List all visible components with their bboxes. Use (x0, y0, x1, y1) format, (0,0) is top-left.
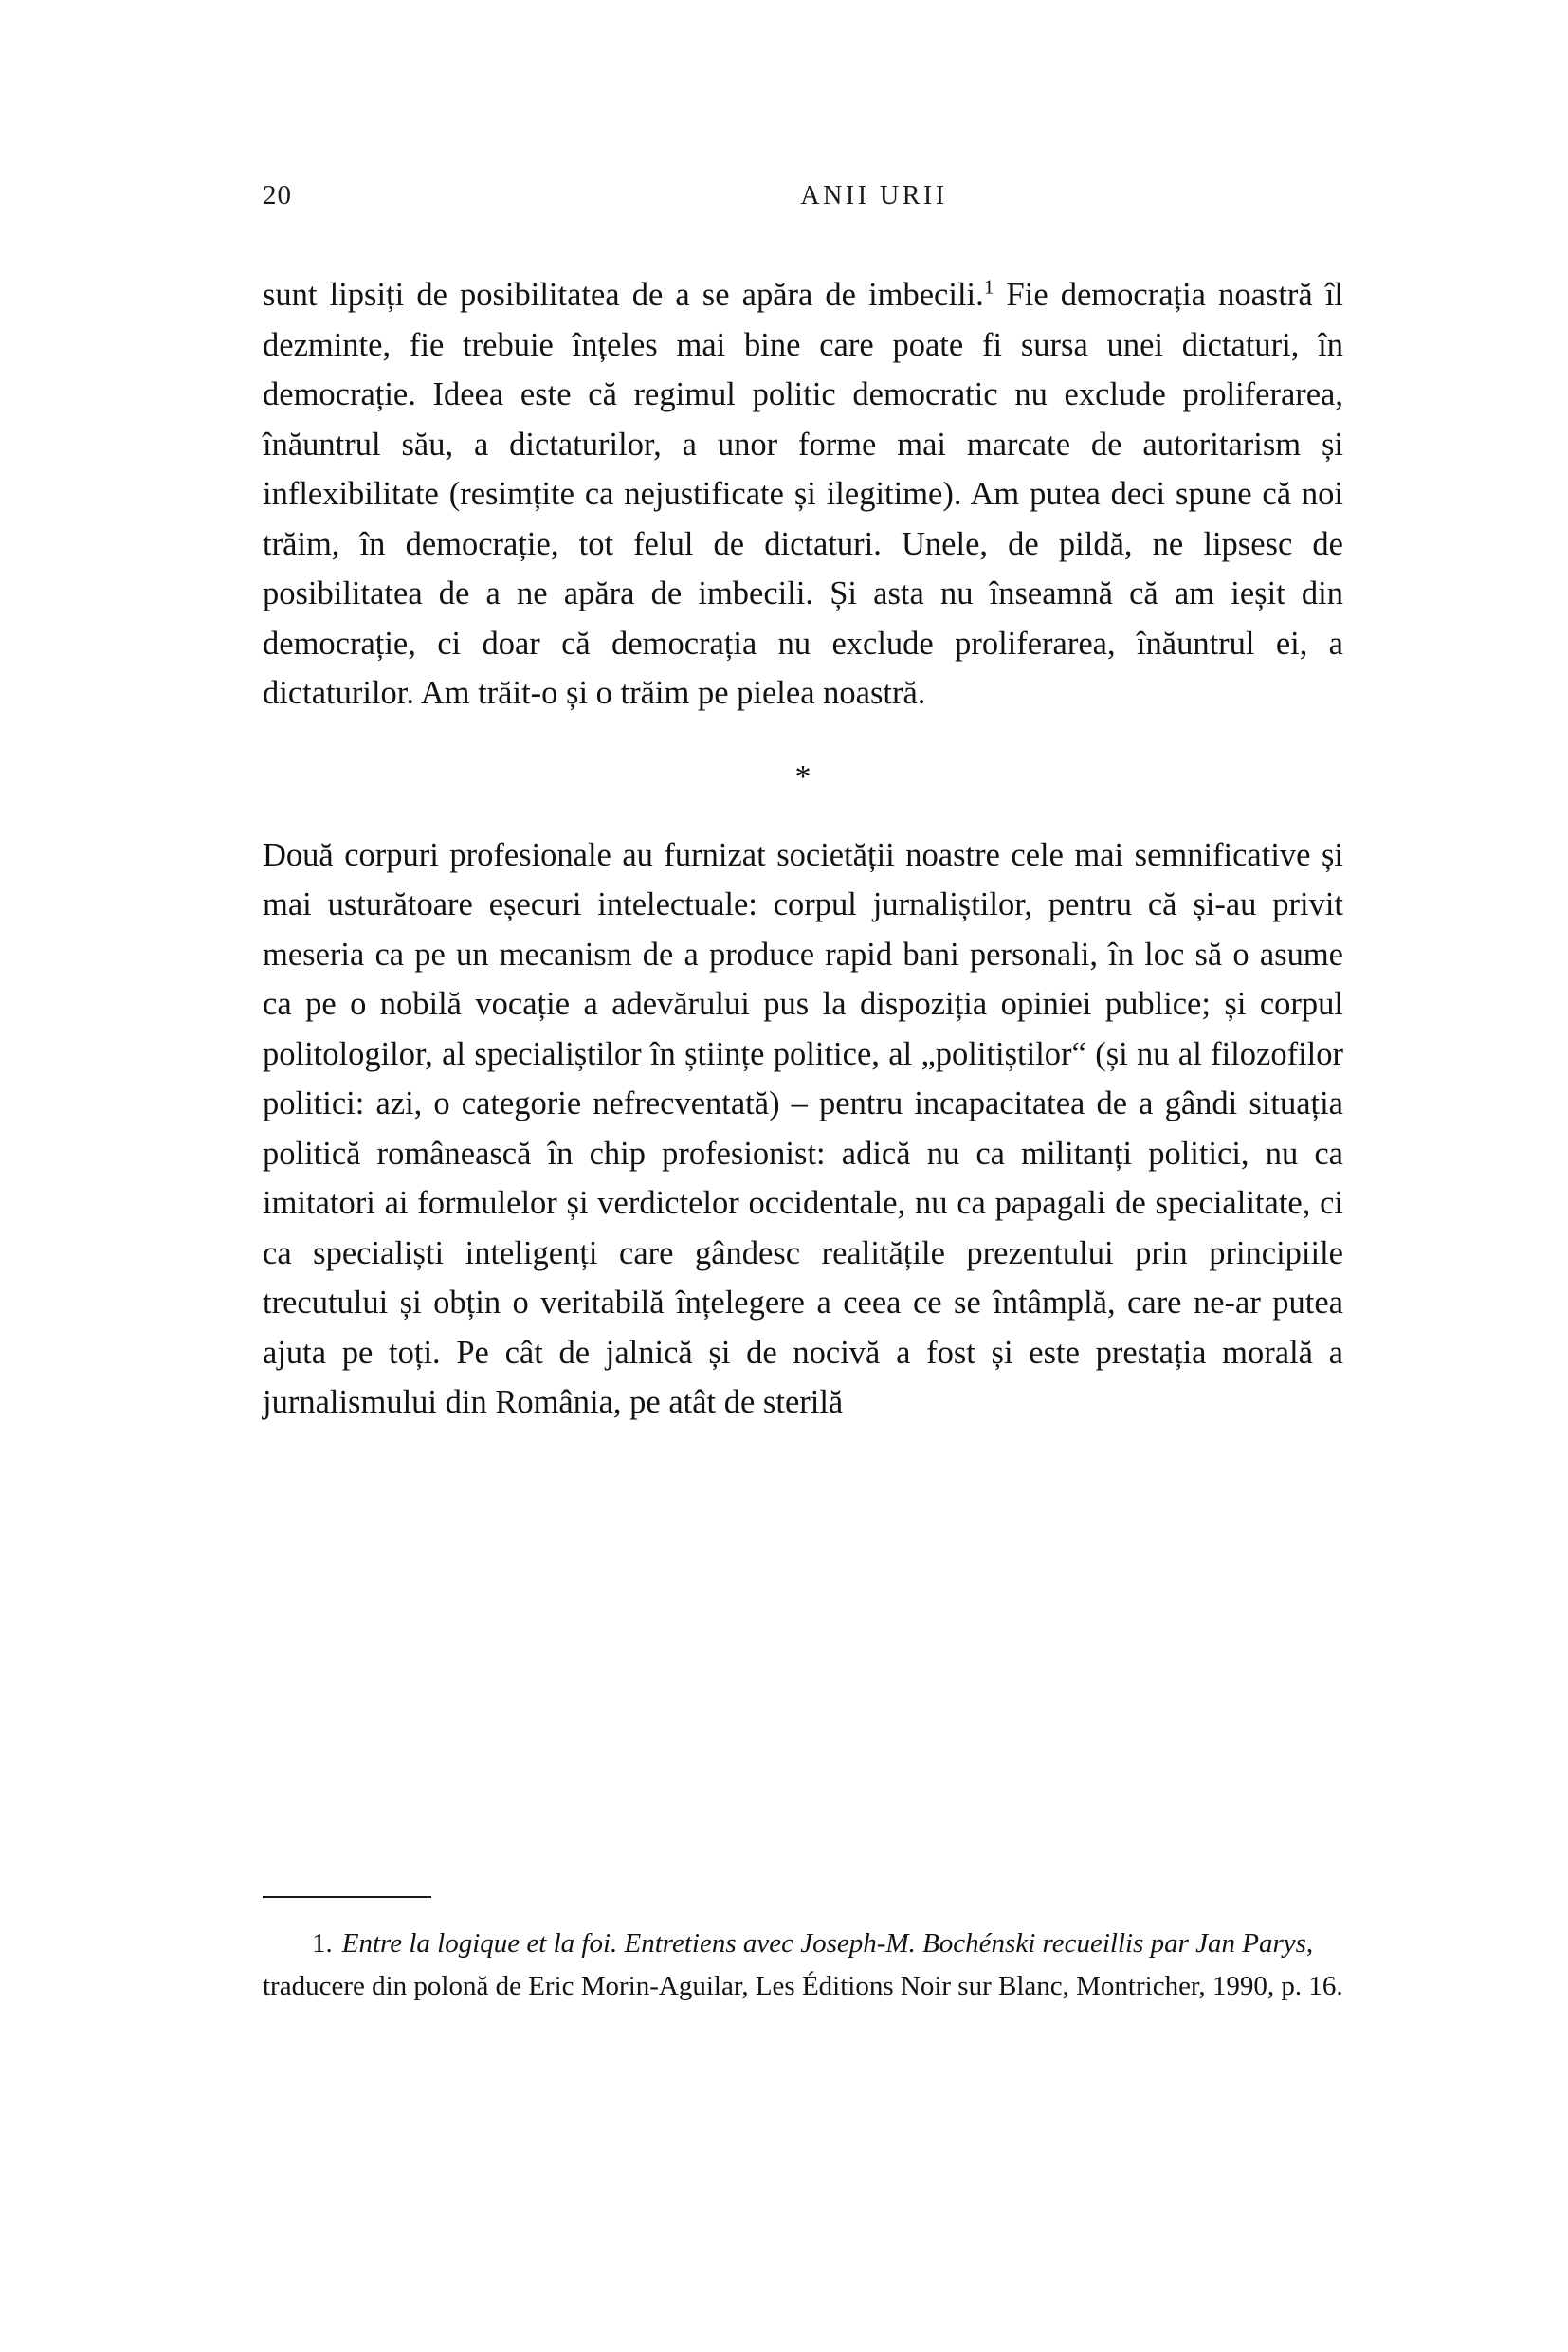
footnote-rule (263, 1896, 431, 1898)
footnote-title-italic: Entre la logique et la foi. Entretiens avec Joseph-M. Bochénski recueillis par Jan Parys (341, 1928, 1306, 1959)
paragraph-1-rest: Fie democrația noastră îl dezminte, fie trebuie înțeles mai bine care poate fi sursa unei dictaturi, în democrație. Ideea este că regimul politic democratic nu exclude proliferarea, înăuntrul său, a dictaturilor, a unor forme mai marcate de autoritarism și inflexibilitate (resimțite ca nejustificate și ilegitime). Am putea deci spune că noi trăim, în democrație, tot felul de dictaturi. Unele, de pildă, ne lipsesc de posibilitatea de a ne apăra de imbecili. Și asta nu înseamnă că am ieșit din democrație, ci doar că democrația nu exclude proliferarea, înăuntrul ei, a dictaturilor. Am trăit-o și o trăim pe pielea noastră. (263, 277, 1343, 711)
page-content (263, 180, 1343, 1428)
footnote-number: 1. (312, 1928, 333, 1959)
footnote-1 (263, 1923, 1343, 2008)
footnote-area (263, 1896, 1343, 2008)
paragraph-1-lead: sunt lipsiți de posibilitatea de a se apăra de imbecili. (263, 277, 984, 313)
section-separator: * (794, 758, 811, 794)
paragraph-1 (263, 270, 1343, 719)
paragraph-2: Două corpuri profesionale au furnizat societății noastre cele mai semnificative și mai usturătoare eșecuri intelectuale: corpul jurnaliștilor, pentru că și-au privit meseria ca pe un mecanism de a produce rapid bani personali, în loc să o asume ca pe o nobilă vocație a adevărului pus la dispoziția opiniei publice; și corpul politologilor, al specialiștilor în științe politice, al „politiștilor“ (și nu al filozofilor politici: azi, o categorie nefrecventată) – pentru incapacitatea de a gândi situația politică românească în chip profesionist: adică nu ca militanți politici, nu ca imitatori ai formulelor și verdictelor occidentale, nu ca papagali de specialitate, ci ca specialiști inteligenți care gândesc realitățile prezentului prin principiile trecutului și obțin o veritabilă înțelegere a ceea ce se întâmplă, care ne-ar putea ajuta pe toți. Pe cât de jalnică și de nocivă a fost și este prestația morală a jurnalismului din România, pe atât de sterilă (263, 836, 1343, 1420)
body-text (263, 270, 1343, 1428)
footnote-marker[interactable]: 1 (983, 275, 994, 299)
running-head (263, 180, 1343, 211)
footnote-rest: , traducere din polonă de Eric Morin-Aguilar, Les Éditions Noir sur Blanc, Montricher, 1990, p. 16. (263, 1928, 1343, 2001)
running-head-title: ANII URII (800, 181, 948, 210)
page-number: 20 (263, 180, 292, 210)
